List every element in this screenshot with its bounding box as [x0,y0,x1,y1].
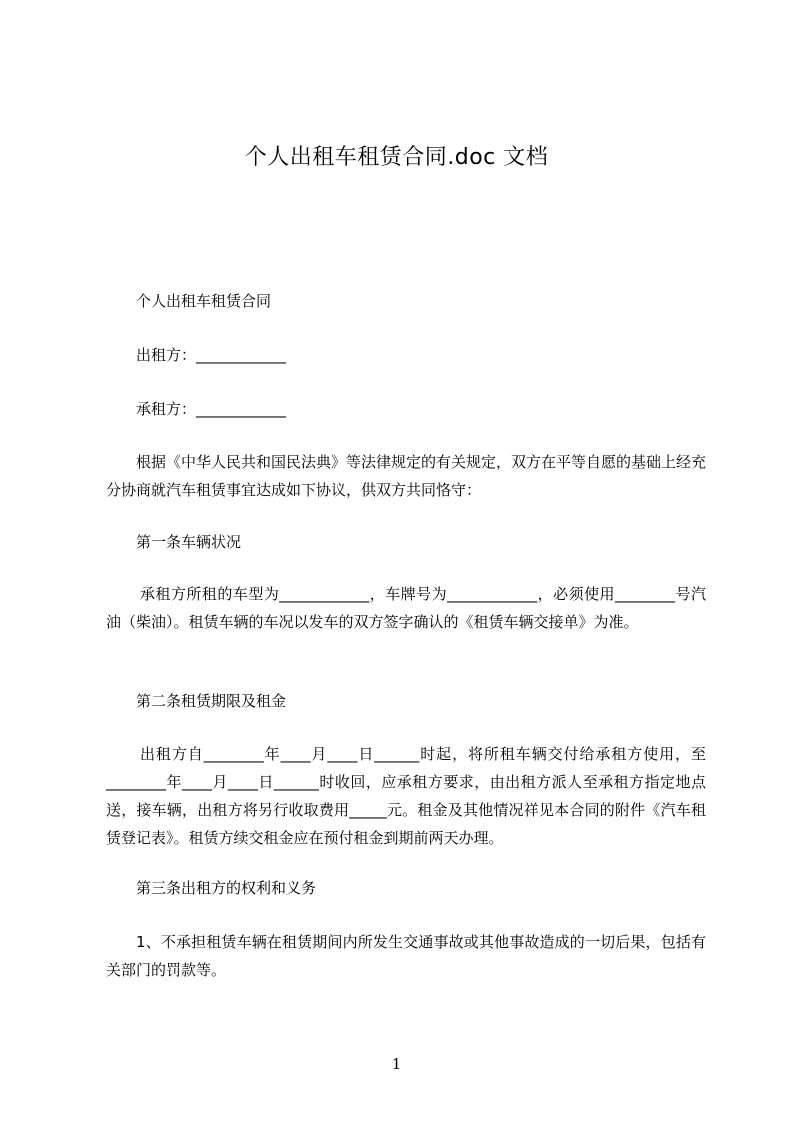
article-3-item-1: 1、不承担租赁车辆在租赁期间内所发生交通事故或其他事故造成的一切后果，包括有关部门的罚款等。 [106,933,706,979]
preamble-paragraph: 根据《中华人民共和国民法典》等法律规定的有关规定，双方在平等自愿的基础上经充分协商就汽车租赁事宜达成如下协议，供双方共同恪守： [106,453,707,499]
contract-heading: 个人出租车租赁合同 [136,292,272,310]
article-2-body: 出租方自________年____月____日______时起，将所租车辆交付给承租方使用，至________年____月____日______时收回，应承租方要求，由出租方派人至承租方指定地点送，接车辆，出租方将另行收取费用_____元。租金及其他情况祥见本合同的附件《汽车租赁登记表》。租赁方续交租金应在预付租金到期前两天办理。 [106,745,706,847]
article-3-title: 第三条出租方的权利和义务 [136,879,317,897]
article-2-title: 第二条租赁期限及租金 [136,692,287,710]
lessee-field: 承租方：____________ [136,400,287,418]
lessor-field: 出租方：____________ [136,346,287,364]
document-title: 个人出租车租赁合同.doc 文档 [244,145,549,170]
article-1-title: 第一条车辆状况 [136,533,242,551]
article-1-body: 承租方所租的车型为____________，车牌号为____________，必须使用________号汽油（柴油）。租赁车辆的车况以发车的双方签字确认的《租赁车辆交接单》为准。 [106,585,706,631]
page-number: 1 [391,1055,402,1073]
